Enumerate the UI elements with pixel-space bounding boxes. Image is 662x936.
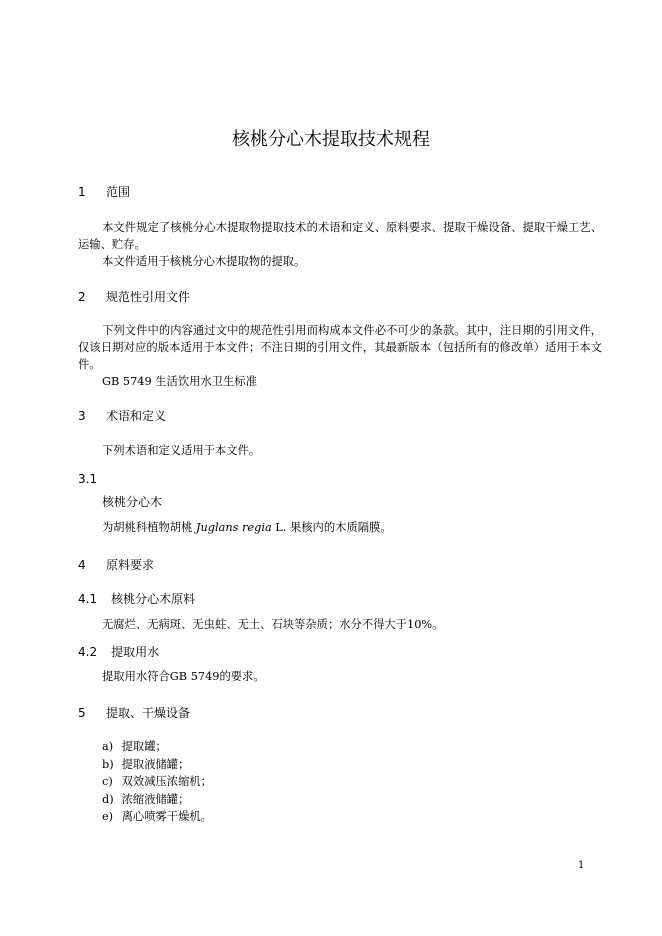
section-title: 范围	[106, 185, 131, 199]
subsection-4-2-text: 提取用水符合GB 5749的要求。	[102, 670, 265, 683]
list-item	[102, 808, 212, 826]
section-1-paragraph-2: 本文件适用于核桃分心木提取物的提取。	[102, 255, 306, 268]
section-number: 5	[78, 706, 86, 720]
paragraph-text: 本文件规定了核桃分心木提取物提取技术的术语和定义、原料要求、提取干燥设备、提取干燥工艺、运输、贮存。	[78, 221, 602, 251]
paragraph-text: 下列文件中的内容通过文中的规范性引用而构成本文件必不可少的条款。其中，注日期的引用文件，仅该日期对应的版本适用于本文件；不注日期的引用文件，其最新版本（包括所有的修改单）适用于本文件。	[78, 324, 602, 371]
section-title: 提取、干燥设备	[106, 706, 191, 720]
section-3-paragraph-1: 下列术语和定义适用于本文件。	[102, 444, 261, 457]
section-number: 1	[78, 185, 86, 199]
list-item-text: 离心喷雾干燥机。	[121, 810, 212, 823]
section-title: 术语和定义	[106, 409, 167, 423]
subsection-4-1-text: 无腐烂、无病斑、无虫蛀、无土、石块等杂质；水分不得大于10%。	[102, 618, 444, 631]
list-item	[102, 756, 212, 774]
definition-text: L. 果核内的木质隔膜。	[271, 521, 392, 534]
section-1-heading	[78, 184, 130, 200]
list-item-text: 浓缩液储罐；	[121, 792, 190, 806]
list-item-text: 双效减压浓缩机；	[121, 775, 212, 788]
list-marker: a)	[102, 740, 114, 753]
list-item	[102, 773, 212, 791]
latin-name: Juglans regia	[195, 521, 272, 534]
subsection-4-2-heading	[78, 644, 159, 660]
section-3-heading	[78, 408, 166, 424]
normative-reference: GB 5749 生活饮用水卫生标准	[102, 375, 257, 388]
list-item	[102, 738, 212, 756]
subsection-title: 核桃分心木原料	[111, 592, 196, 606]
list-marker: b)	[102, 757, 114, 771]
section-number: 3	[78, 409, 86, 423]
list-marker: d)	[102, 792, 114, 806]
list-item-text: 提取液储罐；	[121, 757, 190, 771]
section-title: 原料要求	[106, 558, 155, 572]
subsection-number: 4.1	[78, 592, 98, 606]
section-title: 规范性引用文件	[106, 290, 191, 304]
subsection-4-1-heading	[78, 591, 195, 607]
equipment-list	[102, 738, 212, 826]
term-definition	[102, 519, 392, 537]
list-item-text: 提取罐；	[121, 740, 167, 753]
section-2-paragraph-1	[78, 322, 602, 373]
definition-text: 为胡桃科植物胡桃	[102, 521, 196, 534]
section-4-heading	[78, 557, 154, 573]
section-number: 2	[78, 290, 86, 304]
section-1-paragraph-1	[78, 219, 602, 253]
list-item	[102, 791, 212, 809]
section-number: 4	[78, 558, 86, 572]
list-marker: e)	[102, 810, 114, 823]
section-2-heading	[78, 289, 190, 305]
subsection-title: 提取用水	[111, 645, 160, 659]
subsection-3-1-number: 3.1	[78, 472, 98, 486]
page-number: 1	[578, 860, 585, 871]
term-entry: 核桃分心木	[102, 495, 163, 509]
section-5-heading	[78, 705, 190, 721]
document-title: 核桃分心木提取技术规程	[232, 129, 430, 150]
list-marker: c)	[102, 775, 113, 788]
subsection-number: 4.2	[78, 645, 98, 659]
